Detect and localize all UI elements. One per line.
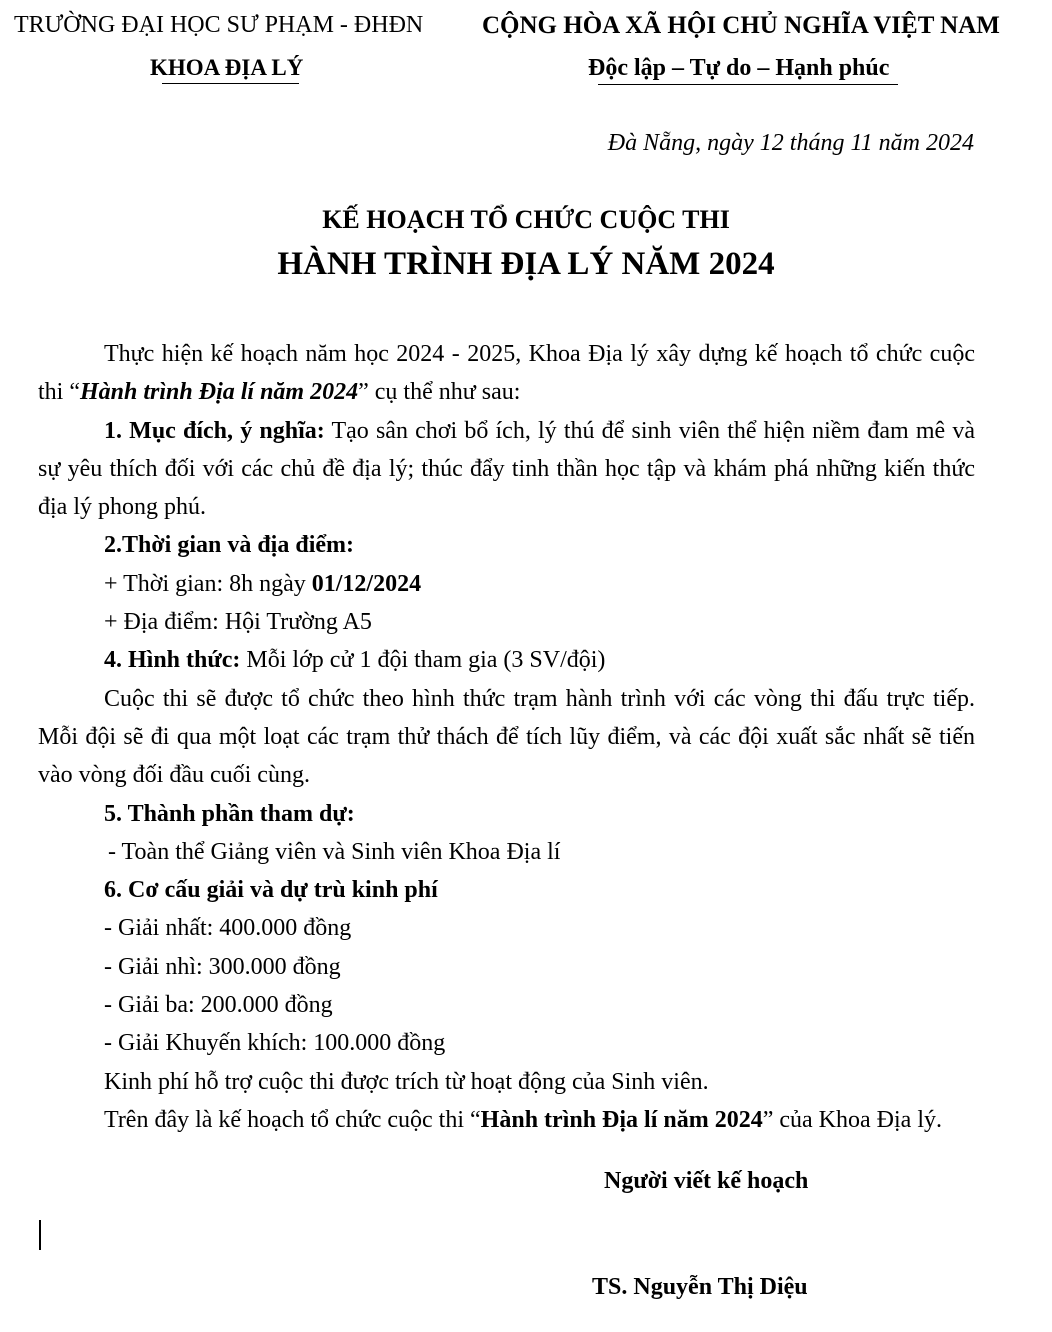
intro-paragraph [38, 335, 975, 412]
signature-title: Người viết kế hoạch [604, 1168, 809, 1194]
format-description: Cuộc thi sẽ được tổ chức theo hình thức trạm hành trình với các vòng thi đấu trực tiếp. Mỗi đội sẽ đi qua một loạt các trạm thử thách để tích lũy điểm, và các đội xuất sắc nhất sẽ tiến vào vòng đối đầu cuối cùng. [38, 685, 975, 789]
closing-contest-name: Hành trình Địa lí năm 2024 [480, 1106, 763, 1133]
department-underline [162, 83, 299, 84]
document-title-line2: HÀNH TRÌNH ĐỊA LÝ NĂM 2024 [277, 246, 775, 282]
purpose-text: Tạo sân chơi bổ ích, lý thú để sinh viên thể hiện niềm đam mê và sự yêu thích đối với các chủ đề địa lý; thúc đẩy tinh thần học tập và khám phá những kiến thức địa lý phong phú. [38, 417, 975, 521]
time-place-heading: 2.Thời gian và địa điểm: [104, 532, 354, 559]
prize-item-second: - Giải nhì: 300.000 đồng [104, 953, 341, 980]
closing-paragraph [38, 1101, 975, 1139]
intro-text: Thực hiện kế hoạch năm học 2024 - 2025, Khoa Địa lý xây dựng kế hoạch tổ chức cuộc thi “ [38, 341, 975, 406]
intro-contest-name: Hành trình Địa lí năm 2024 [80, 379, 359, 406]
intro-text-end: ” cụ thể như sau: [358, 379, 521, 406]
participants-text: - Toàn thể Giảng viên và Sinh viên Khoa Địa lí [108, 838, 561, 865]
prize-item-first: - Giải nhất: 400.000 đồng [104, 915, 352, 942]
closing-text: Trên đây là kế hoạch tổ chức cuộc thi “ [104, 1106, 481, 1133]
date-line: Đà Nẵng, ngày 12 tháng 11 năm 2024 [607, 130, 974, 156]
prize-item-third: - Giải ba: 200.000 đồng [104, 992, 333, 1019]
participants-heading: 5. Thành phần tham dự: [104, 800, 355, 827]
time-line: + Thời gian: 8h ngày 01/12/2024 [104, 570, 422, 597]
national-title: CỘNG HÒA XÃ HỘI CHỦ NGHĨA VIỆT NAM [482, 12, 1000, 39]
purpose-paragraph [38, 412, 975, 527]
prize-item-encouragement: - Giải Khuyến khích: 100.000 đồng [104, 1030, 446, 1057]
funding-line: Kinh phí hỗ trợ cuộc thi được trích từ hoạt động của Sinh viên. [104, 1068, 709, 1095]
format-heading: 4. Hình thức: [104, 647, 241, 674]
document-title-line1: KẾ HOẠCH TỔ CHỨC CUỘC THI [322, 205, 730, 234]
text-cursor[interactable] [39, 1220, 41, 1250]
purpose-heading: 1. Mục đích, ý nghĩa: [104, 417, 325, 444]
format-line: 4. Hình thức: Mỗi lớp cử 1 đội tham gia (3 SV/đội) [104, 647, 606, 674]
motto-underline [598, 84, 898, 85]
place-line: + Địa điểm: Hội Trường A5 [104, 609, 372, 636]
department-name: KHOA ĐỊA LÝ [150, 55, 304, 80]
signature-name: TS. Nguyễn Thị Diệu [592, 1274, 808, 1300]
closing-text-end: ” của Khoa Địa lý. [762, 1106, 942, 1133]
prizes-heading: 6. Cơ cấu giải và dự trù kinh phí [104, 877, 438, 904]
document-body [38, 335, 975, 1139]
org-name: TRƯỜNG ĐẠI HỌC SƯ PHẠM - ĐHĐN [14, 12, 424, 38]
national-motto: Độc lập – Tự do – Hạnh phúc [588, 55, 890, 81]
time-value: 01/12/2024 [311, 570, 422, 597]
